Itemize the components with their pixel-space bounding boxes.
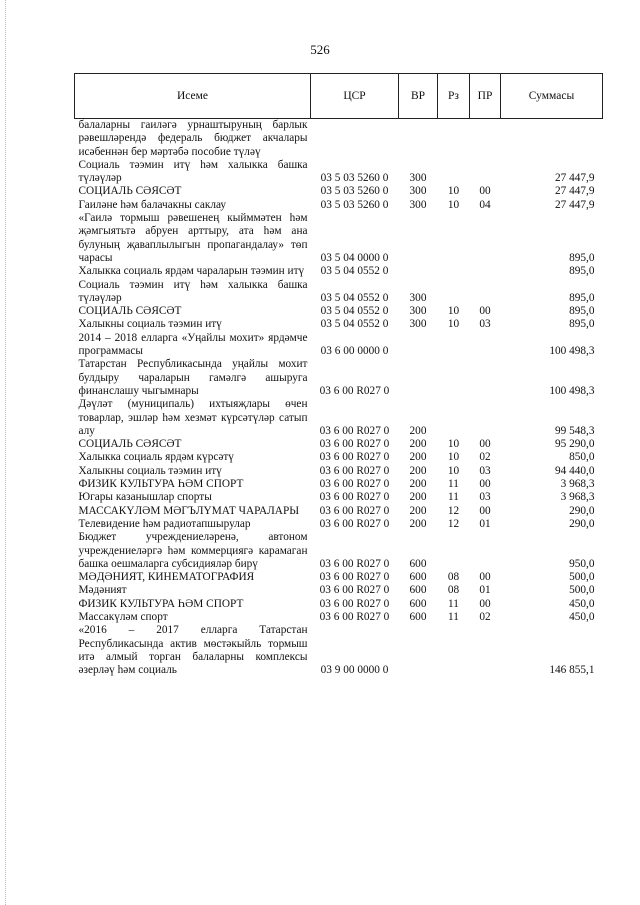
cell-name: СОЦИАЛЬ СӘЯСӘТ [78,305,182,318]
cell-name: МАССАКҮЛӘМ МӘГЪЛҮМАТ ЧАРАЛАРЫ [78,504,300,517]
cell-sum: 100 498,3 [549,345,595,358]
cell-rz: 11 [448,597,459,610]
cell-rz: 12 [447,504,460,517]
cell-rz [438,159,470,186]
cell-name: балаларны гаиләгә урнаштыруның барлык рәвешләрендә федераль бюджет акчалары исәбеннән бер мәртәбә пособие түләү [78,119,308,158]
table-row [75,491,603,504]
cell-rz: 10 [447,451,460,464]
cell-name: Халыкны социаль тәэмин итү [78,464,222,477]
cell-vr: 300 [409,291,427,304]
cell-vr: 300 [409,318,427,331]
cell-name: Телевидение һәм радиотапшырулар [78,517,251,530]
cell-rz [438,624,470,677]
cell-csr: 03 5 04 0552 0 [320,305,389,318]
cell-pr: 01 [479,517,491,530]
cell-csr: 03 5 04 0552 0 [320,291,389,304]
cell-rz [438,212,470,265]
table-header-row [75,74,603,119]
cell-rz [438,265,470,278]
cell-vr: 600 [409,584,427,597]
cell-pr: 00 [479,438,491,451]
cell-rz: 11 [448,478,459,491]
cell-name: «Гаилә тормыш рәвешенең кыйммәтен һәм җәмгыятьтә абруен арттыру, ата һәм ана булуның җаваплылыгын пропагандалау» төп чарасы [78,212,308,264]
cell-rz [438,332,470,359]
cell-sum: 500,0 [569,571,595,584]
cell-vr: 200 [409,464,427,477]
cell-sum: 895,0 [569,291,595,304]
table-row [75,159,603,186]
cell-rz: 08 [447,571,460,584]
table-row [75,518,603,531]
table-row [75,598,603,611]
cell-csr: 03 5 03 5260 0 [320,198,389,211]
cell-sum: 895,0 [569,318,595,331]
table-row [75,451,603,464]
cell-pr: 00 [479,305,491,318]
cell-vr: 300 [409,198,427,211]
cell-name: МӘДӘНИЯТ, КИНЕМАТОГРАФИЯ [78,571,255,584]
cell-sum: 27 447,9 [554,185,595,198]
cell-vr [399,358,438,398]
cell-vr [399,332,438,359]
table-row [75,358,603,398]
cell-csr: 03 9 00 0000 0 [320,664,389,677]
cell-pr [470,119,501,159]
table-row [75,318,603,331]
cell-rz: 10 [447,185,460,198]
cell-pr: 04 [479,198,491,211]
cell-sum: 950,0 [569,557,595,570]
cell-vr: 200 [409,517,427,530]
cell-pr: 01 [479,584,491,597]
cell-sum: 895,0 [569,265,595,278]
cell-pr: 00 [479,185,491,198]
cell-pr [470,332,501,359]
cell-rz: 10 [447,318,460,331]
cell-vr: 200 [409,451,427,464]
header-csr: ЦСР [311,74,399,119]
cell-vr: 200 [409,504,427,517]
header-sum: Суммасы [501,74,603,119]
cell-rz [438,279,470,306]
cell-rz: 10 [447,464,460,477]
cell-name: Мәдәният [78,584,127,597]
cell-name: 2014 – 2018 елларга «Уңайлы мохит» ярдәмче программасы [78,331,308,358]
cell-csr: 03 5 04 0552 0 [320,265,389,278]
cell-name: Халыкка социаль ярдәм күрсәтү [78,451,234,464]
cell-vr: 600 [409,571,427,584]
header-rz: Рз [438,74,470,119]
cell-rz: 11 [448,491,459,504]
cell-name: ФИЗИК КУЛЬТУРА ҺӘМ СПОРТ [78,597,244,610]
cell-csr: 03 6 00 R027 0 [319,491,390,504]
cell-pr: 00 [479,597,491,610]
cell-name: Югары казанышлар спорты [78,491,212,504]
table-row [75,571,603,584]
cell-vr [399,624,438,677]
cell-rz: 10 [447,438,460,451]
cell-name: Бюджет учреждениеләренә, автоном учреждениеләргә һәм коммерциягә карамаган башка оешмаларга субсидияләр бирү [78,531,308,570]
header-vr: ВР [399,74,438,119]
cell-pr [470,159,501,186]
cell-pr [470,265,501,278]
cell-vr: 300 [409,185,427,198]
cell-vr: 600 [409,597,427,610]
table-row [75,611,603,624]
cell-csr: 03 6 00 R027 0 [319,424,390,437]
table-row [75,465,603,478]
cell-sum: 3 968,3 [560,491,595,504]
cell-name: СОЦИАЛЬ СӘЯСӘТ [78,438,182,451]
header-name: Исеме [75,74,311,119]
cell-pr [470,531,501,571]
cell-csr: 03 5 03 5260 0 [320,172,389,185]
cell-vr: 200 [409,438,427,451]
cell-sum: 290,0 [569,517,595,530]
cell-rz: 10 [447,305,460,318]
cell-csr: 03 6 00 R027 0 [319,571,390,584]
table-row [75,212,603,265]
cell-name: Социаль тәэмин итү һәм халыкка башка түләүләр [78,278,308,304]
header-pr: ПР [470,74,501,119]
cell-vr: 600 [409,557,427,570]
cell-vr: 200 [409,491,427,504]
cell-csr: 03 5 04 0000 0 [320,251,389,264]
cell-csr: 03 6 00 R027 0 [319,384,390,397]
cell-rz: 08 [447,584,460,597]
cell-pr [470,398,501,438]
cell-sum: 27 447,9 [554,172,595,185]
cell-sum: 895,0 [569,305,595,318]
cell-rz: 10 [447,198,460,211]
cell-rz: 11 [448,610,459,623]
cell-csr: 03 6 00 R027 0 [319,517,390,530]
cell-csr: 03 6 00 0000 0 [320,345,389,358]
cell-rz [438,358,470,398]
cell-sum: 850,0 [569,451,595,464]
cell-name: Халыкка социаль ярдәм чараларын тәэмин итү [78,265,305,278]
cell-vr [399,212,438,265]
cell-name: Гаиләне һәм балачакны саклау [78,198,227,211]
table-row [75,199,603,212]
cell-sum: 27 447,9 [554,198,595,211]
cell-csr: 03 6 00 R027 0 [319,464,390,477]
cell-csr: 03 6 00 R027 0 [319,597,390,610]
cell-rz [438,531,470,571]
cell-sum: 100 498,3 [549,384,595,397]
cell-vr [399,265,438,278]
cell-pr: 03 [479,318,491,331]
table-body [75,119,603,678]
cell-name: «2016 – 2017 елларга Татарстан Республикасында актив мөстәкыйль тормыш итә алмый торган балаларны комплексы әзерләү һәм социаль [78,624,308,677]
cell-sum: 95 290,0 [554,438,595,451]
cell-pr [470,212,501,265]
cell-name: Дәүләт (муниципаль) ихтыяҗлары өчен товарлар, эшләр һәм хезмәт күрсәтүләр сатып алу [78,398,308,437]
cell-vr [399,119,438,159]
cell-vr: 200 [409,424,427,437]
cell-sum: 500,0 [569,584,595,597]
cell-csr [311,119,399,159]
cell-pr: 03 [479,491,491,504]
cell-pr: 00 [479,504,491,517]
cell-sum: 895,0 [569,251,595,264]
table-row [75,531,603,571]
cell-sum: 450,0 [569,597,595,610]
cell-sum: 94 440,0 [554,464,595,477]
cell-rz: 12 [447,517,460,530]
table-row [75,438,603,451]
cell-name: Массакүләм спорт [78,610,168,623]
cell-name: ФИЗИК КУЛЬТУРА ҺӘМ СПОРТ [78,478,244,491]
cell-pr: 00 [479,571,491,584]
table-row [75,305,603,318]
cell-pr: 02 [479,451,491,464]
cell-name: СОЦИАЛЬ СӘЯСӘТ [78,185,182,198]
cell-sum: 290,0 [569,504,595,517]
table-row [75,332,603,359]
cell-vr: 300 [409,305,427,318]
cell-sum: 3 968,3 [560,478,595,491]
cell-csr: 03 6 00 R027 0 [319,610,390,623]
table-row [75,265,603,278]
cell-vr: 600 [409,610,427,623]
table-row [75,279,603,306]
cell-pr [470,624,501,677]
cell-sum: 99 548,3 [554,424,595,437]
cell-csr: 03 6 00 R027 0 [319,451,390,464]
table-row [75,398,603,438]
cell-name: Социаль тәэмин итү һәм халыкка башка түләүләр [78,158,308,185]
cell-sum: 146 855,1 [549,664,595,677]
page-number: 526 [310,42,330,57]
cell-csr: 03 5 04 0552 0 [320,318,389,331]
cell-rz [438,119,470,159]
cell-sum: 450,0 [569,610,595,623]
cell-csr: 03 5 03 5260 0 [320,185,389,198]
cell-pr: 00 [479,478,491,491]
cell-csr: 03 6 00 R027 0 [319,478,390,491]
cell-name: Татарстан Республикасында уңайлы мохит булдыру чараларын гамәлгә ашыруга финанслашу чыгымнары [78,358,308,397]
budget-table [74,73,603,677]
cell-pr [470,358,501,398]
cell-csr: 03 6 00 R027 0 [319,557,390,570]
binding-margin-line [5,0,6,905]
table-row [75,185,603,198]
cell-csr: 03 6 00 R027 0 [319,438,390,451]
cell-sum [501,119,603,159]
cell-vr: 200 [409,478,427,491]
table-row [75,584,603,597]
cell-name: Халыкны социаль тәэмин итү [78,318,222,331]
cell-rz [438,398,470,438]
cell-pr: 03 [479,464,491,477]
cell-csr: 03 6 00 R027 0 [319,584,390,597]
table-row [75,505,603,518]
cell-pr [470,279,501,306]
cell-csr: 03 6 00 R027 0 [319,504,390,517]
table-row [75,624,603,677]
cell-vr: 300 [409,172,427,185]
cell-pr: 02 [479,610,491,623]
table-row [75,119,603,159]
table-row [75,478,603,491]
